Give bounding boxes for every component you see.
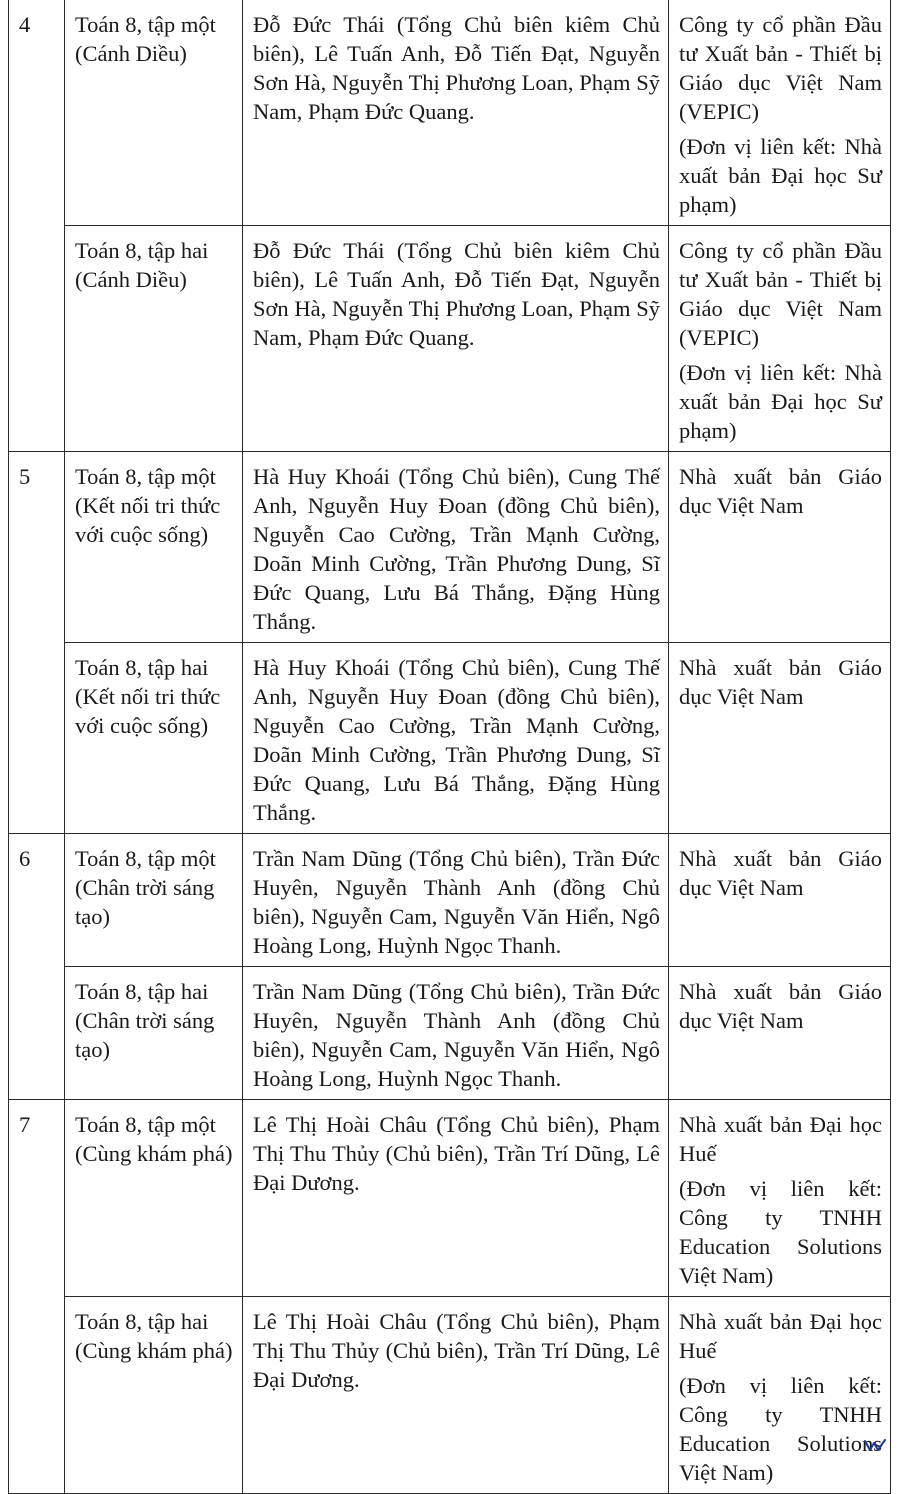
book-publisher-cell xyxy=(669,226,891,452)
table-row xyxy=(9,452,891,643)
book-title: Toán 8, tập hai (Chân trời sáng tạo) xyxy=(65,967,243,1100)
book-publisher-cell xyxy=(669,1297,891,1494)
publisher-note: (Đơn vị liên kết: Công ty TNHH Education Solutions Việt Nam) xyxy=(679,1373,882,1485)
row-number: 7 xyxy=(9,1100,65,1494)
book-authors: Lê Thị Hoài Châu (Tổng Chủ biên), Phạm Thị Thu Thủy (Chủ biên), Trần Trí Dũng, Lê Đại Dương. xyxy=(243,1100,669,1297)
book-authors: Lê Thị Hoài Châu (Tổng Chủ biên), Phạm Thị Thu Thủy (Chủ biên), Trần Trí Dũng, Lê Đại Dương. xyxy=(243,1297,669,1494)
book-title: Toán 8, tập một (Cánh Diều) xyxy=(65,0,243,226)
book-title: Toán 8, tập hai (Kết nối tri thức với cuộc sống) xyxy=(65,643,243,834)
book-publisher-cell xyxy=(669,0,891,226)
book-publisher-cell xyxy=(669,834,891,967)
book-title: Toán 8, tập một (Chân trời sáng tạo) xyxy=(65,834,243,967)
table-row xyxy=(9,226,891,452)
book-publisher-cell xyxy=(669,1100,891,1297)
table-row xyxy=(9,1297,891,1494)
book-authors: Hà Huy Khoái (Tổng Chủ biên), Cung Thế Anh, Nguyễn Huy Đoan (đồng Chủ biên), Nguyễn Cao Cường, Trần Mạnh Cường, Doãn Minh Cường, Trần Phương Dung, Sĩ Đức Quang, Lưu Bá Thắng, Đặng Hùng Thắng. xyxy=(243,452,669,643)
book-title: Toán 8, tập hai (Cùng khám phá) xyxy=(65,1297,243,1494)
book-title: Toán 8, tập hai (Cánh Diều) xyxy=(65,226,243,452)
book-publisher-cell xyxy=(669,452,891,643)
book-publisher: Công ty cổ phần Đầu tư Xuất bản - Thiết bị Giáo dục Việt Nam (VEPIC) xyxy=(679,12,882,124)
table-row xyxy=(9,0,891,226)
book-authors: Đỗ Đức Thái (Tổng Chủ biên kiêm Chủ biên), Lê Tuấn Anh, Đỗ Tiến Đạt, Nguyễn Sơn Hà, Nguyễn Thị Phương Loan, Phạm Sỹ Nam, Phạm Đức Quang. xyxy=(243,226,669,452)
book-publisher-cell xyxy=(669,643,891,834)
table-row xyxy=(9,643,891,834)
row-number: 5 xyxy=(9,452,65,834)
book-publisher: Nhà xuất bản Giáo dục Việt Nam xyxy=(679,846,882,900)
book-publisher: Nhà xuất bản Đại học Huế xyxy=(679,1112,882,1166)
book-publisher: Công ty cổ phần Đầu tư Xuất bản - Thiết bị Giáo dục Việt Nam (VEPIC) xyxy=(679,238,882,350)
publisher-note: (Đơn vị liên kết: Nhà xuất bản Đại học Sư phạm) xyxy=(679,360,882,443)
publisher-note: (Đơn vị liên kết: Công ty TNHH Education Solutions Việt Nam) xyxy=(679,1176,882,1288)
book-title: Toán 8, tập một (Kết nối tri thức với cuộc sống) xyxy=(65,452,243,643)
book-publisher: Nhà xuất bản Giáo dục Việt Nam xyxy=(679,464,882,518)
book-publisher: Nhà xuất bản Giáo dục Việt Nam xyxy=(679,979,882,1033)
book-publisher-cell xyxy=(669,967,891,1100)
book-publisher: Nhà xuất bản Giáo dục Việt Nam xyxy=(679,655,882,709)
ink-mark-stroke xyxy=(865,1440,885,1450)
table-row xyxy=(9,834,891,967)
row-number: 4 xyxy=(9,0,65,452)
book-publisher: Nhà xuất bản Đại học Huế xyxy=(679,1309,882,1363)
row-number: 6 xyxy=(9,834,65,1100)
book-authors: Trần Nam Dũng (Tổng Chủ biên), Trần Đức Huyên, Nguyễn Thành Anh (đồng Chủ biên), Nguyễn Cam, Nguyễn Văn Hiển, Ngô Hoàng Long, Huỳnh Ngọc Thanh. xyxy=(243,834,669,967)
table-row xyxy=(9,1100,891,1297)
book-authors: Trần Nam Dũng (Tổng Chủ biên), Trần Đức Huyên, Nguyễn Thành Anh (đồng Chủ biên), Nguyễn Cam, Nguyễn Văn Hiển, Ngô Hoàng Long, Huỳnh Ngọc Thanh. xyxy=(243,967,669,1100)
publisher-note: (Đơn vị liên kết: Nhà xuất bản Đại học Sư phạm) xyxy=(679,134,882,217)
book-authors: Hà Huy Khoái (Tổng Chủ biên), Cung Thế Anh, Nguyễn Huy Đoan (đồng Chủ biên), Nguyễn Cao Cường, Trần Mạnh Cường, Doãn Minh Cường, Trần Phương Dung, Sĩ Đức Quang, Lưu Bá Thắng, Đặng Hùng Thắng. xyxy=(243,643,669,834)
book-authors: Đỗ Đức Thái (Tổng Chủ biên kiêm Chủ biên), Lê Tuấn Anh, Đỗ Tiến Đạt, Nguyễn Sơn Hà, Nguyễn Thị Phương Loan, Phạm Sỹ Nam, Phạm Đức Quang. xyxy=(243,0,669,226)
book-title: Toán 8, tập một (Cùng khám phá) xyxy=(65,1100,243,1297)
table-row xyxy=(9,967,891,1100)
textbook-table xyxy=(8,0,891,1494)
ink-mark-icon xyxy=(864,1438,886,1452)
